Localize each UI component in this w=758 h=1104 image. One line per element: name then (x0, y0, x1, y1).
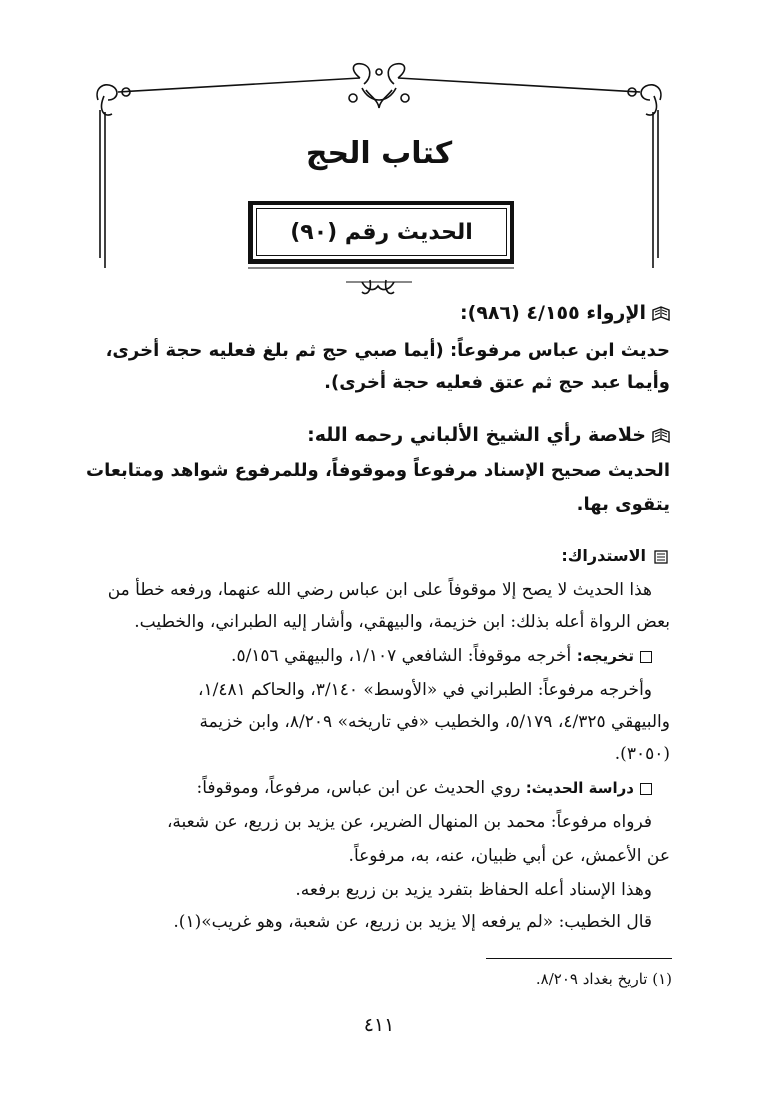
irwa-text-line-2: وأيما عبد حج ثم عتق فعليه حجة أخرى). (324, 372, 670, 393)
page-number: ٤١١ (363, 1014, 395, 1036)
istidrak-p1-line-2: بعض الرواة أعله بذلك: ابن خزيمة، والبيهقي، وأشار إليه الطبراني، والخطيب. (134, 612, 670, 632)
dirasa-line (196, 778, 652, 798)
footnote: (١) تاريخ بغداد ٨/٢٠٩. (535, 970, 672, 988)
summary-label: خلاصة رأي الشيخ الألباني رحمه الله: (307, 424, 646, 446)
summary-text-line-2: يتقوى بها. (576, 494, 670, 515)
istidrak-p1-line-1: هذا الحديث لا يصح إلا موقوفاً على ابن عباس رضي الله عنهما، ورفعه خطأ من (107, 580, 652, 600)
istidrak-heading (561, 546, 670, 565)
istidrak-p3-line-3: (٣٠٥٠). (614, 744, 670, 764)
dirasa-label: دراسة الحديث: (525, 779, 634, 797)
summary-text-line-1: الحديث صحيح الإسناد مرفوعاً وموقوفاً، وللمرفوع شواهد ومتابعات (86, 460, 670, 481)
book-icon (652, 306, 670, 322)
irwa-text-line-1: حديث ابن عباس مرفوعاً: (أيما صبي حج ثم بلغ فعليه حجة أخرى، (105, 340, 670, 361)
istidrak-p6: وهذا الإسناد أعله الحفاظ بتفرد يزيد بن زريع برفعه. (295, 880, 652, 900)
book-icon (652, 428, 670, 444)
istidrak-p7: قال الخطيب: «لم يرفعه إلا يزيد بن زريع، عن شعبة، وهو غريب»(١). (173, 912, 652, 932)
hadith-number: الحديث رقم (٩٠) (290, 219, 473, 245)
footnote-divider (486, 958, 672, 959)
takhrij-text: أخرجه موقوفاً: الشافعي ١/١٠٧، والبيهقي ٥/١٥٦. (231, 646, 572, 666)
istidrak-label: الاستدراك: (561, 546, 646, 565)
hadith-number-box (248, 201, 514, 264)
square-marker-icon (640, 783, 652, 795)
scroll-icon (652, 549, 670, 565)
takhrij-line (231, 646, 652, 666)
dirasa-text: روي الحديث عن ابن عباس، مرفوعاً، وموقوفاً: (196, 778, 521, 798)
istidrak-p3-line-1: وأخرجه مرفوعاً: الطبراني في «الأوسط» ٣/١٤٠، والحاكم ١/٤٨١، (198, 680, 652, 700)
istidrak-p5-line-1: فرواه مرفوعاً: محمد بن المنهال الضرير، عن يزيد بن زريع، عن شعبة، (166, 812, 652, 832)
irwa-label: الإرواء ٤/١٥٥ (٩٨٦): (460, 302, 646, 324)
irwa-heading (460, 302, 670, 324)
takhrij-label: تخريجه: (576, 647, 634, 665)
summary-heading (307, 424, 670, 446)
square-marker-icon (640, 651, 652, 663)
book-title: كتاب الحج (305, 136, 453, 171)
istidrak-p5-line-2: عن الأعمش، عن أبي ظبيان، عنه، به، مرفوعاً. (348, 846, 670, 866)
istidrak-p3-line-2: والبيهقي ٤/٣٢٥، ٥/١٧٩، والخطيب «في تاريخه» ٨/٢٠٩، وابن خزيمة (199, 712, 670, 732)
